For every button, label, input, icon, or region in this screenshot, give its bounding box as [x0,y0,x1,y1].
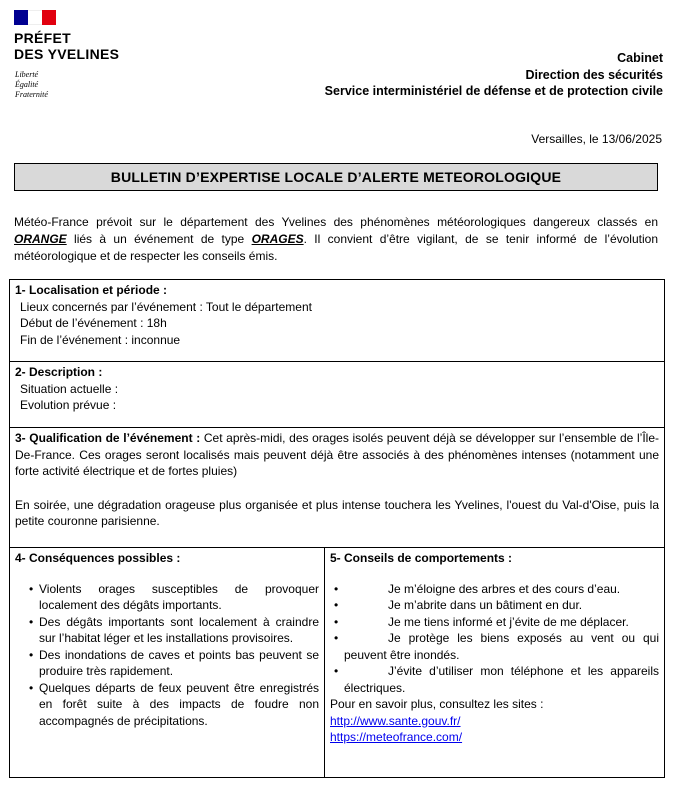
section-qualification: 3- Qualification de l’événement : Cet après-midi, des orages isolés peuvent déjà se développer sur l’ensemble de l’Île-De-France. Ces orages seront localisés mais peuvent déjà être associés à des phénomènes intenses (notamment une forte activité électrique et de fortes pluies) En soirée, une dégradation orageuse plus organisée et plus intense touchera les Yvelines, l'ouest du Val-d'Oise, puis la petite couronne parisienne. [10,428,665,548]
list-item: • Je protège les biens exposés au vent ou qui peuvent être inondés. [330,630,659,663]
bulletin-title: BULLETIN D’EXPERTISE LOCALE D’ALERTE METEOROLOGIQUE [110,169,562,185]
list-item: • Je me tiens informé et j’évite de me déplacer. [330,614,659,631]
alert-level: ORANGE [14,232,67,246]
list-item: • J’évite d’utiliser mon téléphone et les appareils électriques. [330,663,659,696]
list-item: • Des dégâts importants sont localement à craindre sur l’habitat léger et les installations provisoires. [15,614,319,647]
list-item: • Des inondations de caves et points bas peuvent se produire très rapidement. [15,647,319,680]
prefecture-name: PRÉFET DES YVELINES [14,30,120,62]
list-item: • Quelques départs de feux peuvent être enregistrés en forêt suite à des impacts de foudre non accompagnés de précipitations. [15,680,319,730]
section-localisation: 1- Localisation et période : Lieux concernés par l’événement : Tout le département Début de l’événement : 18h Fin de l’événement : inconnue [10,280,665,362]
event-type: ORAGES [251,232,304,246]
list-item: • Violents orages susceptibles de provoquer localement des dégâts importants. [15,581,319,614]
section-conseils: 5- Conseils de comportements : • Je m’éloigne des arbres et des cours d’eau. • Je m’abrite dans un bâtiment en dur. • Je me tiens informé et j’évite de me déplacer. • Je protège les biens exposés au vent ou qui peuvent être inondés. • J’évite d’utiliser mon téléphone et les appareils électriques. Pour en savoir plus, consultez les sites : http://www.sante.gouv.fr/ https://meteofrance.com/ [325,548,665,778]
list-item: • Je m’abrite dans un bâtiment en dur. [330,597,659,614]
document-date: Versailles, le 13/06/2025 [531,132,662,146]
more-info-text: Pour en savoir plus, consultez les sites : [330,697,544,711]
french-flag-logo [14,10,56,25]
intro-paragraph: Météo-France prévoit sur le département des Yvelines des phénomènes météorologiques dangereux classés en ORANGE liés à un événement de type ORAGES. Il convient d’être vigilant, de se tenir informé de l’évolution météorologique et de respecter les conseils émis. [14,215,658,263]
advice-list [330,581,659,697]
list-item: • Je m’éloigne des arbres et des cours d’eau. [330,581,659,598]
section-description: 2- Description : Situation actuelle : Evolution prévue : [10,362,665,428]
consequences-list [15,581,319,730]
republic-motto: Liberté Égalité Fraternité [15,70,48,99]
bulletin-title-box [14,163,658,191]
bulletin-table [9,279,665,778]
sante-gouv-link[interactable]: http://www.sante.gouv.fr/ [330,713,461,728]
meteofrance-link[interactable]: https://meteofrance.com/ [330,730,463,744]
service-header: Cabinet Direction des sécurités Service interministériel de défense et de protection civile [324,51,663,98]
section-consequences: 4- Conséquences possibles : • Violents orages susceptibles de provoquer localement des dégâts importants. • Des dégâts importants sont localement à craindre sur l’habitat léger et les installations provisoires. • Des inondations de caves et points bas peuvent se produire très rapidement. • Quelques départs de feux peuvent être enregistrés en forêt suite à des impacts de foudre non accompagnés de précipitations. [10,548,325,778]
